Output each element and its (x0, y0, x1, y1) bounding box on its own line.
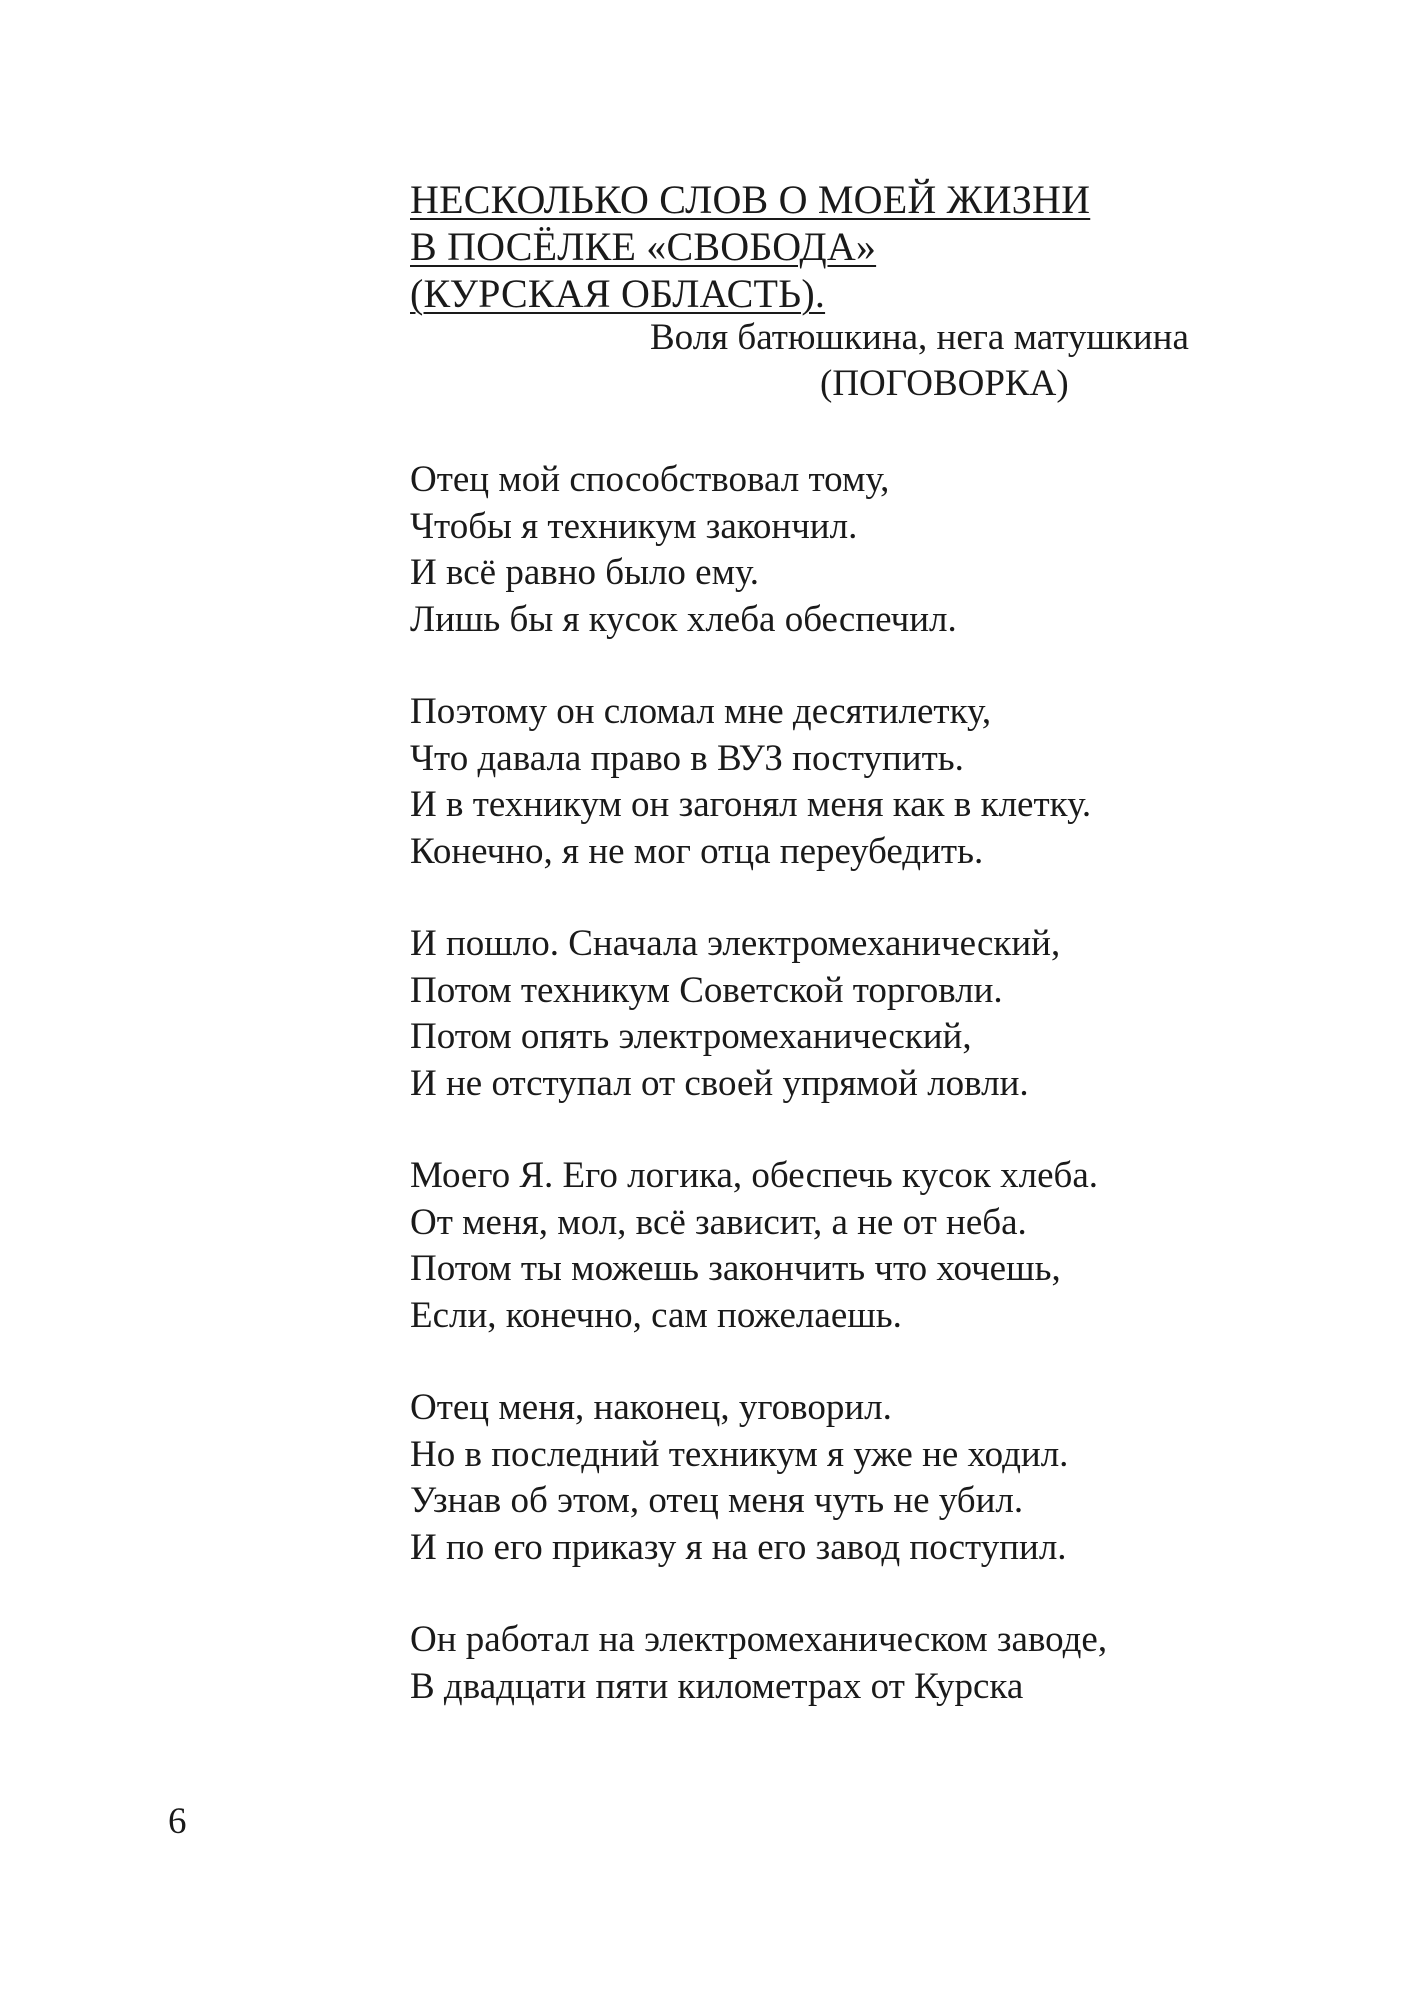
verse-line: Отец меня, наконец, уговорил. (410, 1387, 892, 1428)
stanza-6 (410, 1617, 1107, 1710)
verse-line: Потом ты можешь закончить что хочешь, (410, 1248, 1061, 1289)
title-line: (КУРСКАЯ ОБЛАСТЬ). (410, 271, 826, 316)
title-line: В ПОСЁЛКЕ «СВОБОДА» (410, 224, 877, 269)
verse-line: Моего Я. Его логика, обеспечь кусок хлеба. (410, 1155, 1099, 1196)
verse-line: Поэтому он сломал мне десятилетку, (410, 691, 992, 732)
stanza-5 (410, 1385, 1068, 1571)
verse-line: Потом опять электромеханический, (410, 1016, 972, 1057)
verse-line: Если, конечно, сам пожелаешь. (410, 1294, 902, 1336)
verse-line: Потом техникум Советской торговли. (410, 969, 1003, 1011)
verse-line: Узнав об этом, отец меня чуть не убил. (410, 1480, 1024, 1521)
verse-line: И всё равно было ему. (410, 552, 760, 593)
verse-line: Чтобы я техникум закончил. (410, 505, 858, 547)
verse-line: От меня, мол, всё зависит, а не от неба. (410, 1201, 1027, 1243)
verse-line: Лишь бы я кусок хлеба обеспечил. (410, 598, 957, 640)
stanza-2 (410, 689, 1091, 875)
verse-line: Что давала право в ВУЗ поступить. (410, 737, 964, 779)
title-line: НЕСКОЛЬКО СЛОВ О МОЕЙ ЖИЗНИ (410, 177, 1091, 222)
stanza-3 (410, 921, 1060, 1107)
verse-line: В двадцати пяти километрах от Курска (410, 1665, 1024, 1707)
verse-line: И пошло. Сначала электромеханический, (410, 923, 1061, 964)
page-title (410, 176, 1090, 317)
epigraph-source: (ПОГОВОРКА) (820, 363, 1069, 404)
stanza-4 (410, 1153, 1098, 1339)
verse-line: Но в последний техникум я уже не ходил. (410, 1433, 1069, 1475)
verse-line: Отец мой способствовал тому, (410, 459, 890, 500)
stanza-1 (410, 457, 957, 643)
verse-line: И в техникум он загонял меня как в клетку. (410, 784, 1092, 825)
verse-line: И не отступал от своей упрямой ловли. (410, 1062, 1029, 1104)
verse-line: Конечно, я не мог отца переубедить. (410, 830, 984, 872)
epigraph-text: Воля батюшкина, нега матушкина (650, 317, 1189, 358)
page-number: 6 (168, 1801, 187, 1842)
verse-line: Он работал на электромеханическом заводе, (410, 1619, 1108, 1660)
verse-line: И по его приказу я на его завод поступил. (410, 1526, 1067, 1568)
